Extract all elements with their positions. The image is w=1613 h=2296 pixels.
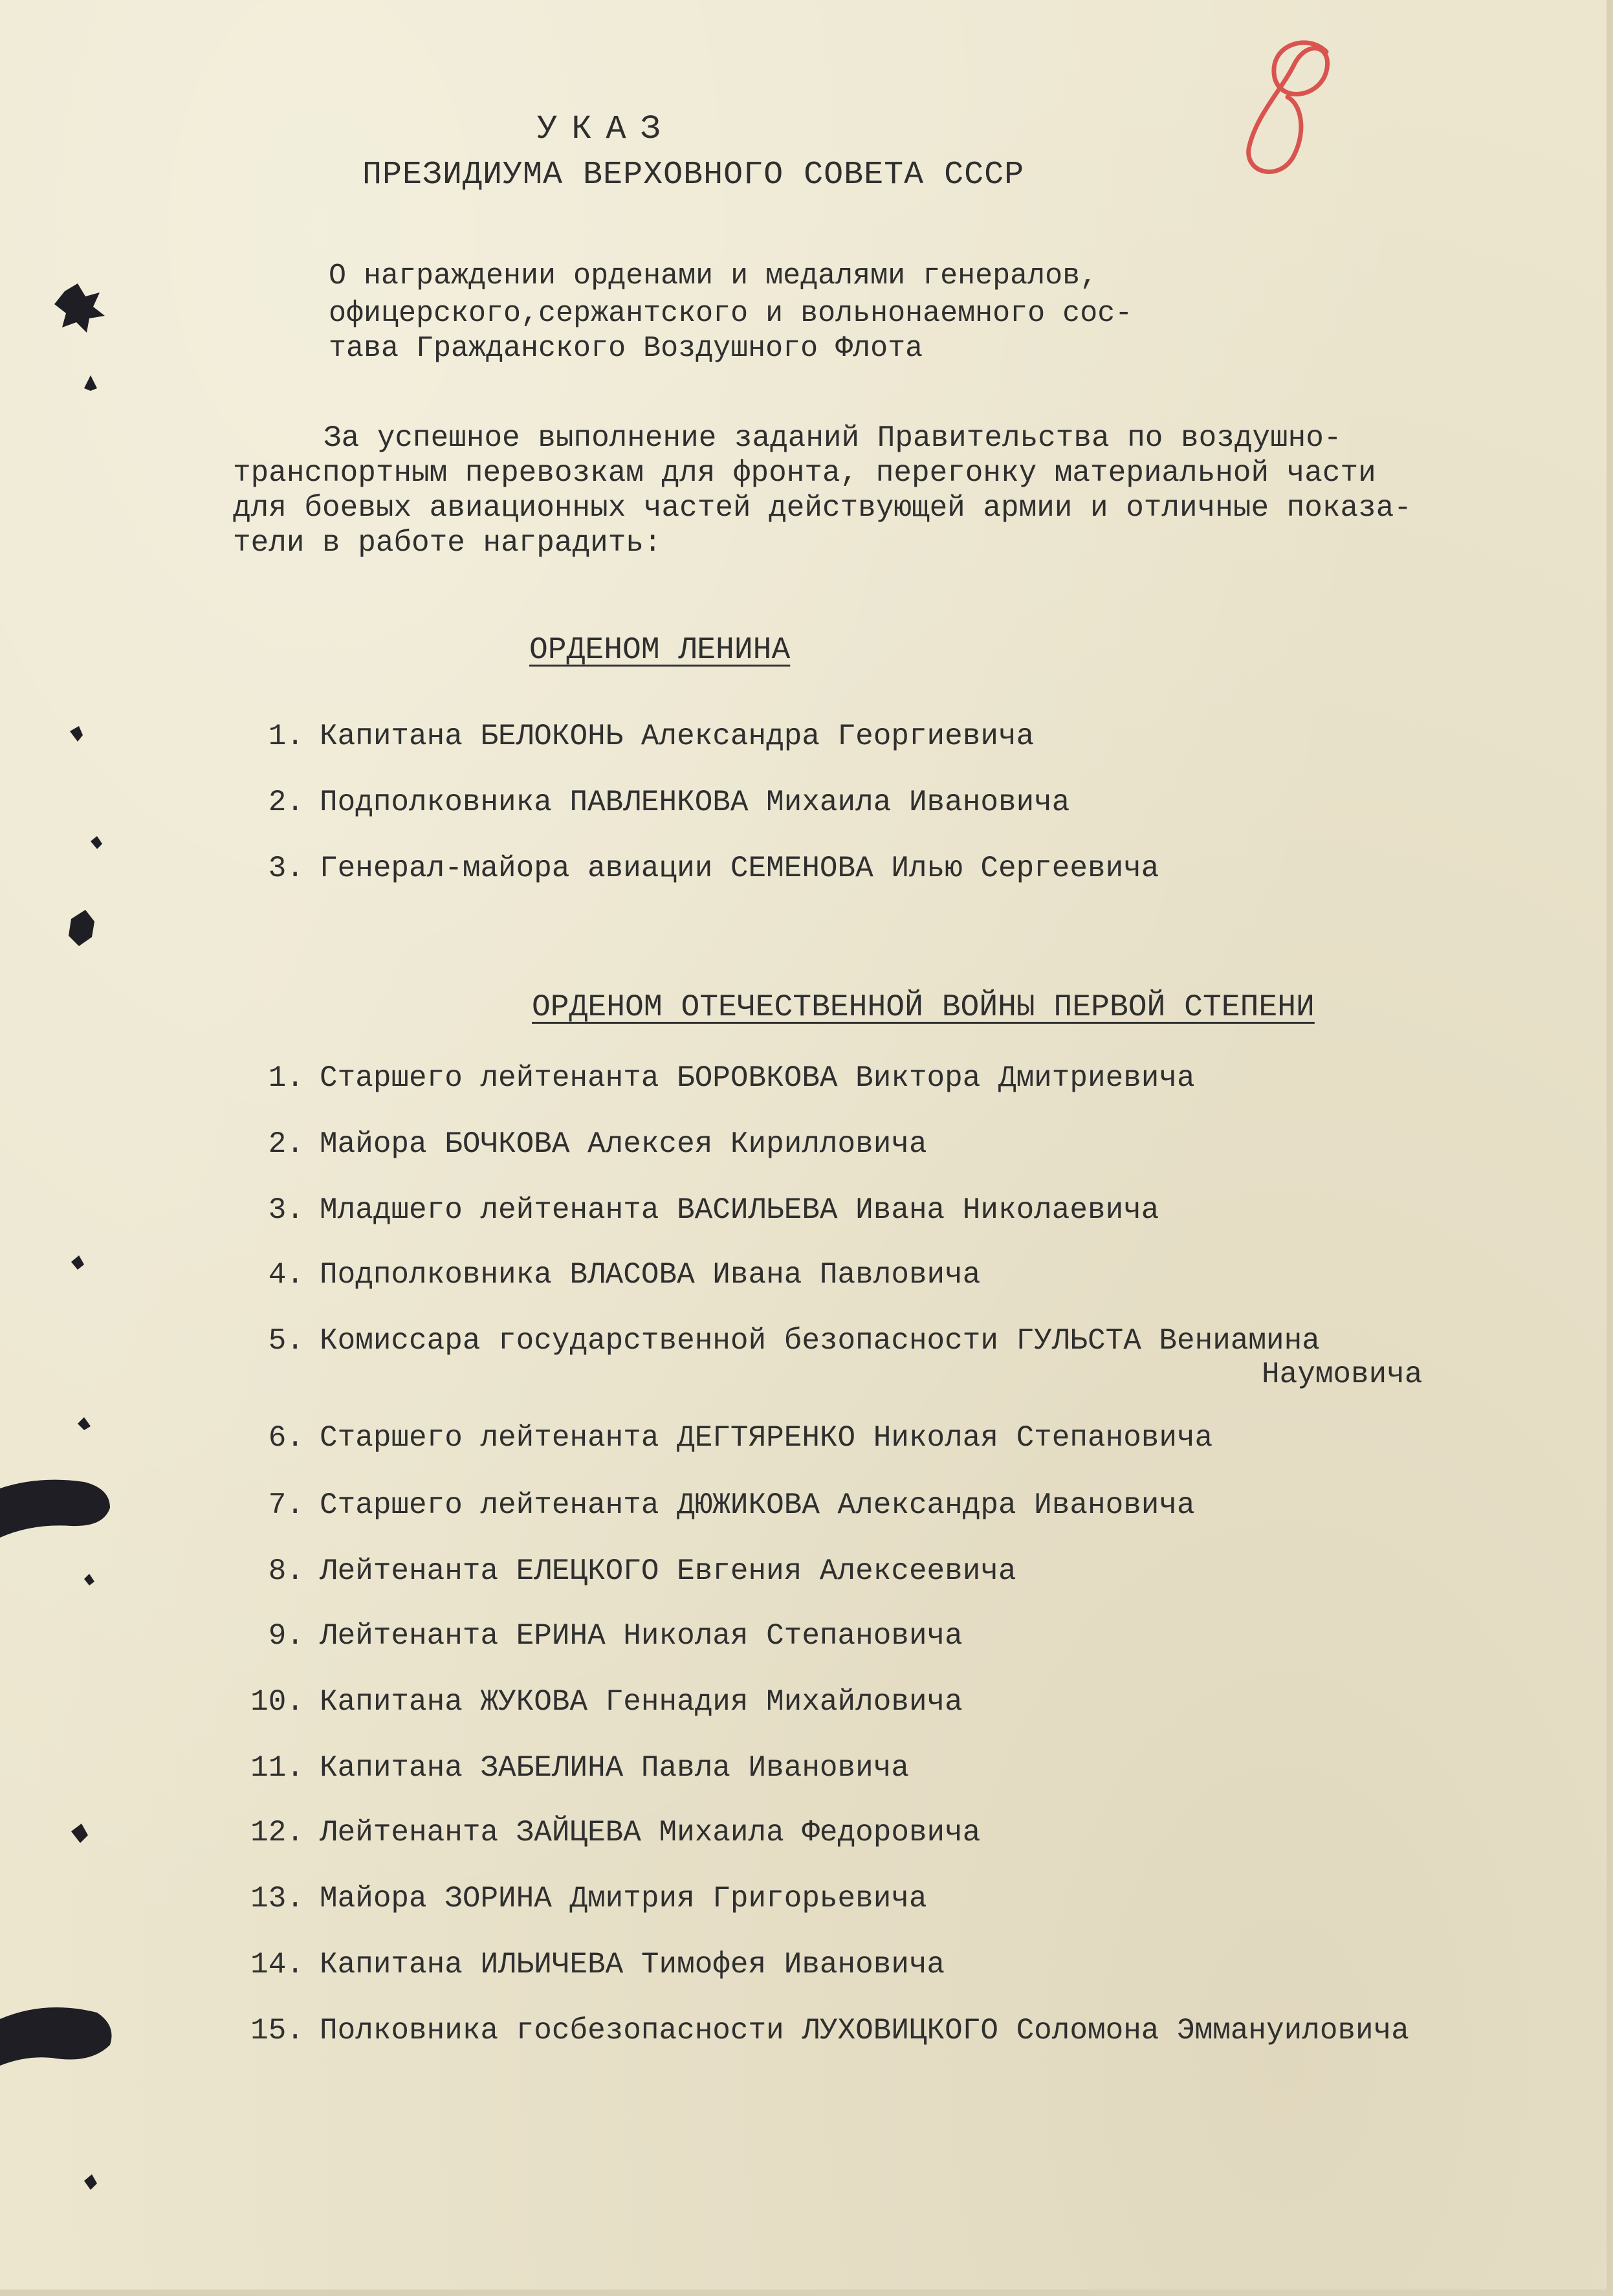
list-item bbox=[245, 1127, 927, 1161]
list-item bbox=[245, 1193, 1159, 1227]
item-number: 15. bbox=[250, 2014, 304, 2048]
item-number: 7. bbox=[268, 1488, 304, 1522]
list-item bbox=[245, 1816, 980, 1849]
item-number: 2. bbox=[268, 786, 304, 819]
list-item bbox=[245, 1751, 909, 1785]
preamble-line: За успешное выполнение заданий Правительства по воздушно- bbox=[324, 421, 1342, 455]
preamble-line: для боевых авиационных частей действующей армии и отличные показа- bbox=[233, 491, 1412, 525]
subject-line: О награждении орденами и медалями генералов, bbox=[329, 259, 1098, 293]
item-number: 1. bbox=[268, 720, 304, 753]
item-number: 10. bbox=[250, 1685, 304, 1719]
list-item bbox=[245, 1948, 945, 1981]
item-text: Капитана ЗАБЕЛИНА Павла Ивановича bbox=[320, 1751, 909, 1785]
subject-line: офицерского,сержантского и вольнонаемного сос- bbox=[329, 297, 1133, 330]
item-text: Старшего лейтенанта ДЮЖИКОВА Александра Ивановича bbox=[320, 1488, 1195, 1522]
list-item bbox=[245, 786, 1070, 819]
item-text: Комиссара государственной безопасности ГУЛЬСТА Вениамина bbox=[320, 1324, 1320, 1358]
item-number: 12. bbox=[250, 1816, 304, 1849]
item-text: Генерал-майора авиации СЕМЕНОВА Илью Сергеевича bbox=[320, 852, 1159, 885]
item-number: 1. bbox=[268, 1061, 304, 1095]
item-number: 14. bbox=[250, 1948, 304, 1981]
item-number: 11. bbox=[250, 1751, 304, 1785]
item-text: Подполковника ПАВЛЕНКОВА Михаила Ивановича bbox=[320, 786, 1070, 819]
item-text: Лейтенанта ЕЛЕЦКОГО Евгения Алексеевича bbox=[320, 1554, 1016, 1588]
red-page-number-icon bbox=[1229, 26, 1359, 181]
section-heading-lenin: ОРДЕНОМ ЛЕНИНА bbox=[529, 633, 791, 668]
list-item bbox=[245, 1421, 1212, 1455]
item-number: 4. bbox=[268, 1258, 304, 1292]
list-item bbox=[245, 1882, 927, 1915]
list-item bbox=[245, 1554, 1016, 1588]
list-item bbox=[245, 1488, 1195, 1522]
item-text: Старшего лейтенанта БОРОВКОВА Виктора Дмитриевича bbox=[320, 1061, 1195, 1095]
preamble-line: тели в работе наградить: bbox=[233, 526, 662, 560]
binding-holes-icon bbox=[0, 0, 168, 2296]
item-text: Майора ЗОРИНА Дмитрия Григорьевича bbox=[320, 1882, 927, 1915]
item-number: 9. bbox=[268, 1619, 304, 1653]
list-item bbox=[245, 1324, 1320, 1358]
item-text: Лейтенанта ЕРИНА Николая Степановича bbox=[320, 1619, 963, 1653]
list-item bbox=[245, 852, 1159, 885]
preamble-line: транспортным перевозкам для фронта, перегонку материальной части bbox=[233, 456, 1376, 490]
list-item bbox=[245, 2014, 1409, 2048]
item-number: 6. bbox=[268, 1421, 304, 1455]
item-text: Капитана БЕЛОКОНЬ Александра Георгиевича bbox=[320, 720, 1035, 753]
item-continuation: Наумовича bbox=[1262, 1358, 1423, 1391]
list-item bbox=[245, 1258, 980, 1292]
document-subtitle: ПРЕЗИДИУМА ВЕРХОВНОГО СОВЕТА СССР bbox=[362, 157, 1025, 193]
item-number: 2. bbox=[268, 1127, 304, 1161]
item-text: Лейтенанта ЗАЙЦЕВА Михаила Федоровича bbox=[320, 1816, 981, 1849]
item-text: Подполковника ВЛАСОВА Ивана Павловича bbox=[320, 1258, 981, 1292]
item-number: 3. bbox=[268, 852, 304, 885]
item-text: Полковника госбезопасности ЛУХОВИЦКОГО Соломона Эммануиловича bbox=[320, 2014, 1409, 2048]
item-text: Майора БОЧКОВА Алексея Кирилловича bbox=[320, 1127, 927, 1161]
item-text: Капитана ИЛЬИЧЕВА Тимофея Ивановича bbox=[320, 1948, 945, 1981]
subject-line: тава Гражданского Воздушного Флота bbox=[329, 332, 923, 365]
item-number: 8. bbox=[268, 1554, 304, 1588]
item-number: 5. bbox=[268, 1324, 304, 1358]
list-item bbox=[245, 1685, 963, 1719]
list-item bbox=[245, 1619, 963, 1653]
item-number: 13. bbox=[250, 1882, 304, 1915]
section-heading-patriotic-war: ОРДЕНОМ ОТЕЧЕСТВЕННОЙ ВОЙНЫ ПЕРВОЙ СТЕПЕНИ bbox=[532, 990, 1315, 1025]
document-title: УКАЗ bbox=[537, 110, 675, 148]
item-number: 3. bbox=[268, 1193, 304, 1227]
list-item bbox=[245, 720, 1034, 753]
item-text: Младшего лейтенанта ВАСИЛЬЕВА Ивана Николаевича bbox=[320, 1193, 1159, 1227]
item-text: Старшего лейтенанта ДЕГТЯРЕНКО Николая Степановича bbox=[320, 1421, 1213, 1455]
list-item bbox=[245, 1061, 1195, 1095]
item-text: Капитана ЖУКОВА Геннадия Михайловича bbox=[320, 1685, 963, 1719]
